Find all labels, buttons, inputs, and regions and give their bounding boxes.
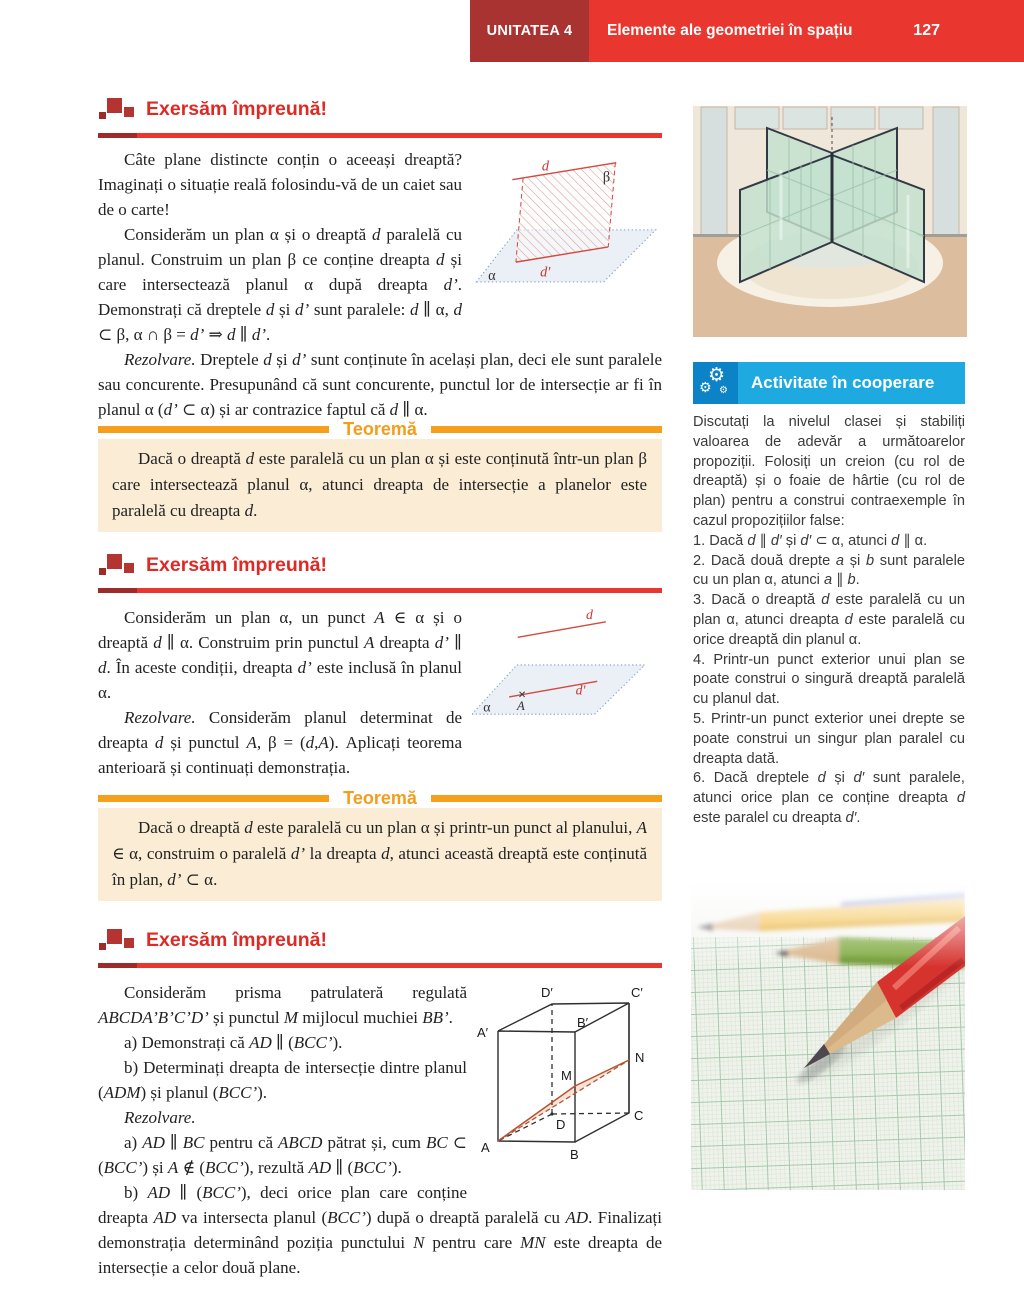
theorem-bar-left — [98, 795, 329, 802]
label-alpha: α — [483, 699, 491, 715]
figure-planes-intersection — [472, 149, 662, 307]
paragraph: Considerăm prisma patrulateră regulată ABCDA’B’C’D’ și punctul M mijlocul muchiei BB’. — [98, 983, 467, 1027]
section-heading-label: Exersăm împreună! — [146, 553, 327, 576]
section-heading-label: Exersăm împreună! — [146, 97, 327, 120]
label-d-prime: d′ — [575, 682, 586, 698]
label-d: d — [586, 607, 593, 623]
gears-icon — [693, 362, 738, 404]
label-m: M — [561, 1068, 572, 1083]
theorem-1 — [98, 419, 662, 532]
label-alpha: α — [488, 268, 496, 285]
theorem-bar-right — [431, 426, 662, 433]
activity-item: 1. Dacă d ∥ d′ și d′ ⊂ α, atunci d ∥ α. — [693, 532, 928, 549]
label-a: A — [481, 1140, 490, 1155]
figure-parallel-line-plane — [472, 607, 662, 761]
label-d: d — [541, 158, 550, 175]
label-d: D — [556, 1117, 566, 1132]
label-b: B — [570, 1147, 579, 1162]
activity-item: 3. Dacă o dreaptă d este paralelă cu un plan α, atunci dreapta d este paralelă cu orice dreaptă din planul α. — [693, 592, 966, 648]
label-n: N — [635, 1050, 645, 1065]
theorem-head — [98, 419, 662, 439]
point-d — [550, 1112, 553, 1115]
stacked-squares-icon — [98, 95, 136, 123]
theorem-title: Teoremă — [343, 418, 417, 439]
illustration-glass-panels — [693, 100, 967, 342]
section-3-body — [98, 980, 662, 1280]
gear-glyph: ⚙ — [699, 380, 712, 396]
figure-prism — [477, 982, 662, 1179]
label-d-prime: d′ — [540, 264, 551, 281]
theorem-text: Dacă o dreaptă d este paralelă cu un plan α și este conținută într-un plan β care intersectează planul α, atunci dreapta de intersecție a planelor este paralelă cu dreapta d. — [112, 449, 647, 520]
paragraph: Rezolvare. Dreptele d și d’ sunt conținute în același plan, deci ele sunt paralele sau concurente. Presupunând că sunt concurente, punctul lor de intersecție ar fi în planul α (d’ ⊂ α) și ar contrazice faptul că d ∥ α. — [98, 350, 662, 419]
page-number: 127 — [913, 22, 940, 39]
theorem-text: Dacă o dreaptă d este paralelă cu un plan α și printr-un punct al planului, A ∈ α, construim o paralelă d’ la dreapta d, atunci această dreaptă este conținută în plan, d’ ⊂ α. — [112, 818, 648, 889]
theorem-bar-right — [431, 795, 662, 802]
heading-rule — [98, 133, 662, 138]
main-column — [98, 0, 662, 1298]
activity-item: 2. Dacă două drepte a și b sunt paralele cu un plan α, atunci a ∥ b. — [693, 552, 965, 589]
photo-pencils-on-graph-paper — [691, 882, 965, 1195]
paragraph: Rezolvare. Considerăm planul determinat de dreapta d și punctul A, β = (d,A). Aplicați teorema anterioară și continuați demonstrația. — [98, 708, 462, 777]
plane-beta-hatched — [516, 163, 615, 262]
paragraph: b) Determinați dreapta de intersecție dintre planul (ADM) și planul (BCC’). — [98, 1058, 467, 1102]
page-title: Elemente ale geometriei în spațiu — [607, 22, 853, 39]
stacked-squares-icon — [98, 926, 136, 954]
activity-item: 6. Dacă dreptele d și d′ sunt paralele, atunci orice plan ce conține dreapta d este paralel cu dreapta d′. — [693, 770, 965, 826]
theorem-head — [98, 788, 662, 808]
line-mn — [575, 1060, 629, 1086]
section-1-body — [98, 147, 662, 422]
paragraph: a) Demonstrați că AD ∥ (BCC’). — [124, 1033, 343, 1052]
label-a-prime: A′ — [477, 1025, 489, 1040]
paragraph: Considerăm un plan α și o dreaptă d paralelă cu planul. Construim un plan β ce conține dreapta d și care intersectează planul α după dreapta d’. Demonstrați că dreptele d și d’ sunt paralele: d ∥ α, d ⊂ β, α ∩ β = d’ ⇒ d ∥ d’. — [98, 225, 462, 344]
paragraph: Câte plane distincte conțin o aceeași dreaptă? Imaginați o situație reală folosindu-vă de un caiet sau de o carte! — [98, 150, 462, 219]
label-a: A — [516, 697, 525, 713]
theorem-box — [98, 808, 662, 901]
theorem-bar-left — [98, 426, 329, 433]
label-c: C — [634, 1108, 644, 1123]
paragraph: Rezolvare. — [124, 1108, 196, 1127]
theorem-title: Teoremă — [343, 787, 417, 808]
activity-body — [693, 413, 965, 829]
line-d — [518, 622, 606, 638]
section-2-heading — [98, 550, 327, 580]
activity-panel-header — [693, 362, 965, 404]
gear-glyph: ⚙ — [708, 364, 726, 386]
paragraph: a) AD ∥ BC pentru că ABCD pătrat și, cum BC ⊂ (BCC’) și A ∉ (BCC’), rezultă AD ∥ (BCC’). — [98, 1133, 467, 1177]
activity-item: 4. Printr-un punct exterior unui plan se poate construi o singură dreaptă paralelă cu planul dat. — [693, 651, 965, 708]
unit-badge: UNITATEA 4 — [470, 0, 589, 62]
heading-rule — [98, 963, 662, 968]
activity-title: Activitate în cooperare — [738, 362, 965, 404]
stacked-squares-icon — [98, 551, 136, 579]
theorem-2 — [98, 788, 662, 901]
label-d-prime: D′ — [541, 985, 553, 1000]
theorem-box — [98, 439, 662, 532]
activity-intro: Discutați la nivelul clasei și stabiliți valoarea de adevăr a următoarelor propoziții. Folosiți un creion (cu rol de dreaptă) și o foaie de hârtie (cu rol de plan) pentru a construi contraexemple în cazul propozițiilor false: — [693, 414, 965, 529]
section-heading-label: Exersăm împreună! — [146, 928, 327, 951]
activity-item: 5. Printr-un punct exterior unei drepte se poate construi un singur plan paralel cu dreapta dată. — [693, 710, 965, 767]
paragraph: b) AD ∥ (BCC’), deci orice plan care conține dreapta AD va intersecta planul (BCC’) după o dreaptă paralelă cu AD. Finalizați demonstrația determinând poziția punctului N pentru care MN este dreapta de intersecție a celor două plane. — [98, 1183, 663, 1277]
plane-alpha — [472, 665, 645, 714]
section-2-body — [98, 605, 662, 780]
section-1-heading — [98, 94, 327, 124]
paragraph: Considerăm un plan α, un punct A ∈ α și o dreaptă d ∥ α. Construim prin punctul A dreapta d’ ∥ d. În aceste condiții, dreapta d’ este inclusă în planul α. — [98, 608, 462, 702]
gear-glyph: ⚙ — [719, 385, 728, 396]
section-3-heading — [98, 925, 327, 955]
label-c-prime: C′ — [631, 985, 643, 1000]
label-beta: β — [602, 169, 611, 186]
label-b-prime: B′ — [577, 1015, 589, 1030]
heading-rule — [98, 588, 662, 593]
